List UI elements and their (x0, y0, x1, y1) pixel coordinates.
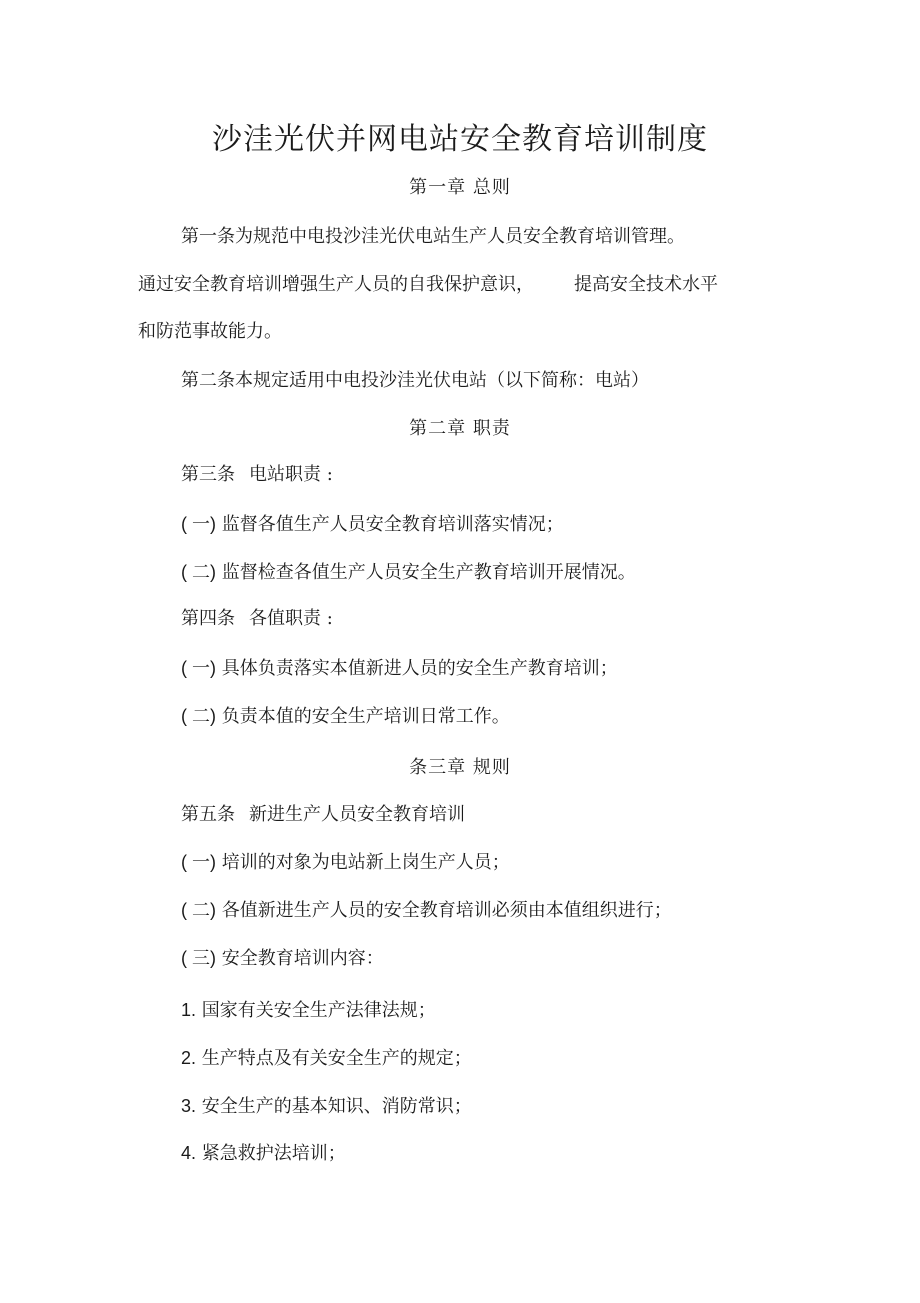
item-number: 4. (181, 1143, 197, 1163)
article-4-item (181, 656, 618, 681)
item-number: 2. (181, 1048, 197, 1068)
article-2: 第二条本规定适用中电投沙洼光伏电站（以下简称：电站） (181, 370, 649, 391)
item-marker: ( 一) (181, 514, 216, 534)
article-5-item (181, 898, 672, 923)
chapter-2-heading: 第二章 职责 (409, 418, 511, 439)
item-text: 具体负责落实本值新进人员的安全生产教育培训； (221, 658, 618, 679)
item-number: 1. (181, 1000, 197, 1020)
article-3-item (181, 560, 636, 585)
article-1-line-2-part-b: 提高安全技术水平 (574, 274, 718, 295)
article-4-item (181, 704, 510, 729)
article-4-text: 各值职责 : (249, 608, 333, 629)
item-marker: ( 一) (181, 852, 216, 872)
item-number: 3. (181, 1096, 197, 1116)
content-item (181, 998, 436, 1023)
article-5-label: 第五条 (181, 804, 235, 825)
article-1-line-2 (138, 273, 718, 297)
item-marker: ( 二) (181, 900, 216, 920)
article-5-item (181, 850, 510, 875)
item-marker: ( 一) (181, 658, 216, 678)
document-title: 沙洼光伏并网电站安全教育培训制度 (212, 122, 708, 157)
item-text: 安全教育培训内容： (221, 948, 384, 969)
content-item (181, 1094, 472, 1119)
article-1-line-2-part-a: 通过安全教育培训增强生产人员的自我保护意识， (138, 274, 534, 295)
item-text: 安全生产的基本知识、消防常识； (201, 1096, 472, 1117)
item-text: 监督检查各值生产人员安全生产教育培训开展情况。 (221, 562, 636, 583)
article-4-label: 第四条 (181, 608, 235, 629)
chapter-1-heading: 第一章 总则 (409, 177, 511, 198)
item-text: 紧急救护法培训； (201, 1143, 346, 1164)
article-3-text: 电站职责 : (249, 464, 333, 485)
chapter-3-heading: 条三章 规则 (409, 757, 511, 778)
article-5-item (181, 946, 384, 971)
content-item (181, 1046, 472, 1071)
article-3-label: 第三条 (181, 464, 235, 485)
item-text: 国家有关安全生产法律法规； (201, 1000, 436, 1021)
item-marker: ( 二) (181, 562, 216, 582)
item-text: 各值新进生产人员的安全教育培训必须由本值组织进行； (221, 900, 672, 921)
item-text: 负责本值的安全生产培训日常工作。 (221, 706, 510, 727)
article-1-line-3: 和防范事故能力。 (138, 321, 282, 342)
item-text: 生产特点及有关安全生产的规定； (201, 1048, 472, 1069)
content-item (181, 1141, 346, 1166)
article-1-line-1: 第一条为规范中电投沙洼光伏电站生产人员安全教育培训管理。 (181, 226, 685, 247)
article-5-heading (181, 803, 465, 827)
item-marker: ( 三) (181, 948, 216, 968)
item-marker: ( 二) (181, 706, 216, 726)
article-3-item (181, 512, 564, 537)
article-3-heading (181, 463, 333, 487)
article-4-heading (181, 607, 333, 631)
article-5-text: 新进生产人员安全教育培训 (249, 804, 465, 825)
item-text: 监督各值生产人员安全教育培训落实情况； (221, 514, 564, 535)
item-text: 培训的对象为电站新上岗生产人员； (221, 852, 510, 873)
